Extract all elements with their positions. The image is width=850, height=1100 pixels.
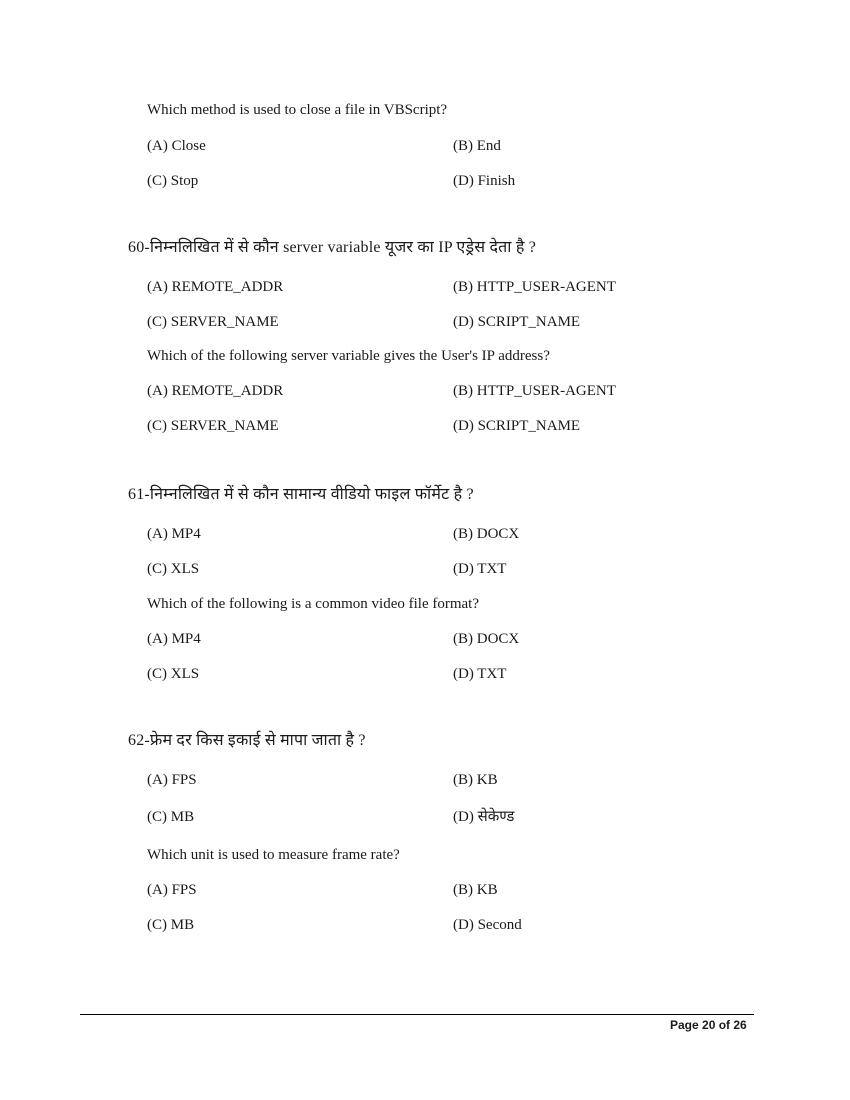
q60-hi-option-a: (A) REMOTE_ADDR	[147, 279, 284, 295]
q60-en-option-b: (B) HTTP_USER-AGENT	[453, 383, 616, 399]
q62-en-option-d: (D) Second	[453, 917, 522, 933]
q60-en-option-a: (A) REMOTE_ADDR	[147, 383, 284, 399]
q61-hi-question: 61-निम्नलिखित में से कौन सामान्य वीडियो फाइल फॉर्मेट है ?	[128, 486, 474, 503]
q61-en-option-b: (B) DOCX	[453, 631, 520, 647]
q61-en-option-c: (C) XLS	[147, 666, 200, 682]
q62-en-option-b: (B) KB	[453, 882, 498, 898]
q62-hi-question: 62-फ्रेम दर किस इकाई से मापा जाता है ?	[128, 732, 366, 749]
q59-option-b: (B) End	[453, 138, 501, 154]
page-number: Page 20 of 26	[670, 1018, 747, 1032]
q60-hi-question: 60-निम्नलिखित में से कौन server variable यूजर का IP एड्रेस देता है ?	[128, 239, 537, 256]
q61-hi-option-a: (A) MP4	[147, 526, 201, 542]
q60-hi-option-d: (D) SCRIPT_NAME	[453, 314, 581, 330]
q62-en-option-c: (C) MB	[147, 917, 195, 933]
q60-en-question: Which of the following server variable gives the User's IP address?	[147, 348, 550, 364]
q62-hi-option-c: (C) MB	[147, 809, 195, 825]
q61-en-option-d: (D) TXT	[453, 666, 507, 682]
q59-option-d: (D) Finish	[453, 173, 516, 189]
q61-en-question: Which of the following is a common video file format?	[147, 596, 479, 612]
q59-option-c: (C) Stop	[147, 173, 199, 189]
q61-en-option-a: (A) MP4	[147, 631, 201, 647]
q60-en-option-d: (D) SCRIPT_NAME	[453, 418, 581, 434]
q59-en-question: Which method is used to close a file in VBScript?	[147, 102, 448, 118]
q60-hi-option-c: (C) SERVER_NAME	[147, 314, 279, 330]
q61-hi-option-c: (C) XLS	[147, 561, 200, 577]
q60-en-option-c: (C) SERVER_NAME	[147, 418, 279, 434]
q61-hi-option-d: (D) TXT	[453, 561, 507, 577]
footer-divider	[80, 1014, 754, 1015]
q62-hi-option-d: (D) सेकेण्ड	[453, 809, 515, 825]
q62-hi-option-b: (B) KB	[453, 772, 498, 788]
q62-hi-option-a: (A) FPS	[147, 772, 197, 788]
q60-hi-option-b: (B) HTTP_USER-AGENT	[453, 279, 616, 295]
q61-hi-option-b: (B) DOCX	[453, 526, 520, 542]
q62-en-question: Which unit is used to measure frame rate?	[147, 847, 400, 863]
q59-option-a: (A) Close	[147, 138, 206, 154]
q62-en-option-a: (A) FPS	[147, 882, 197, 898]
